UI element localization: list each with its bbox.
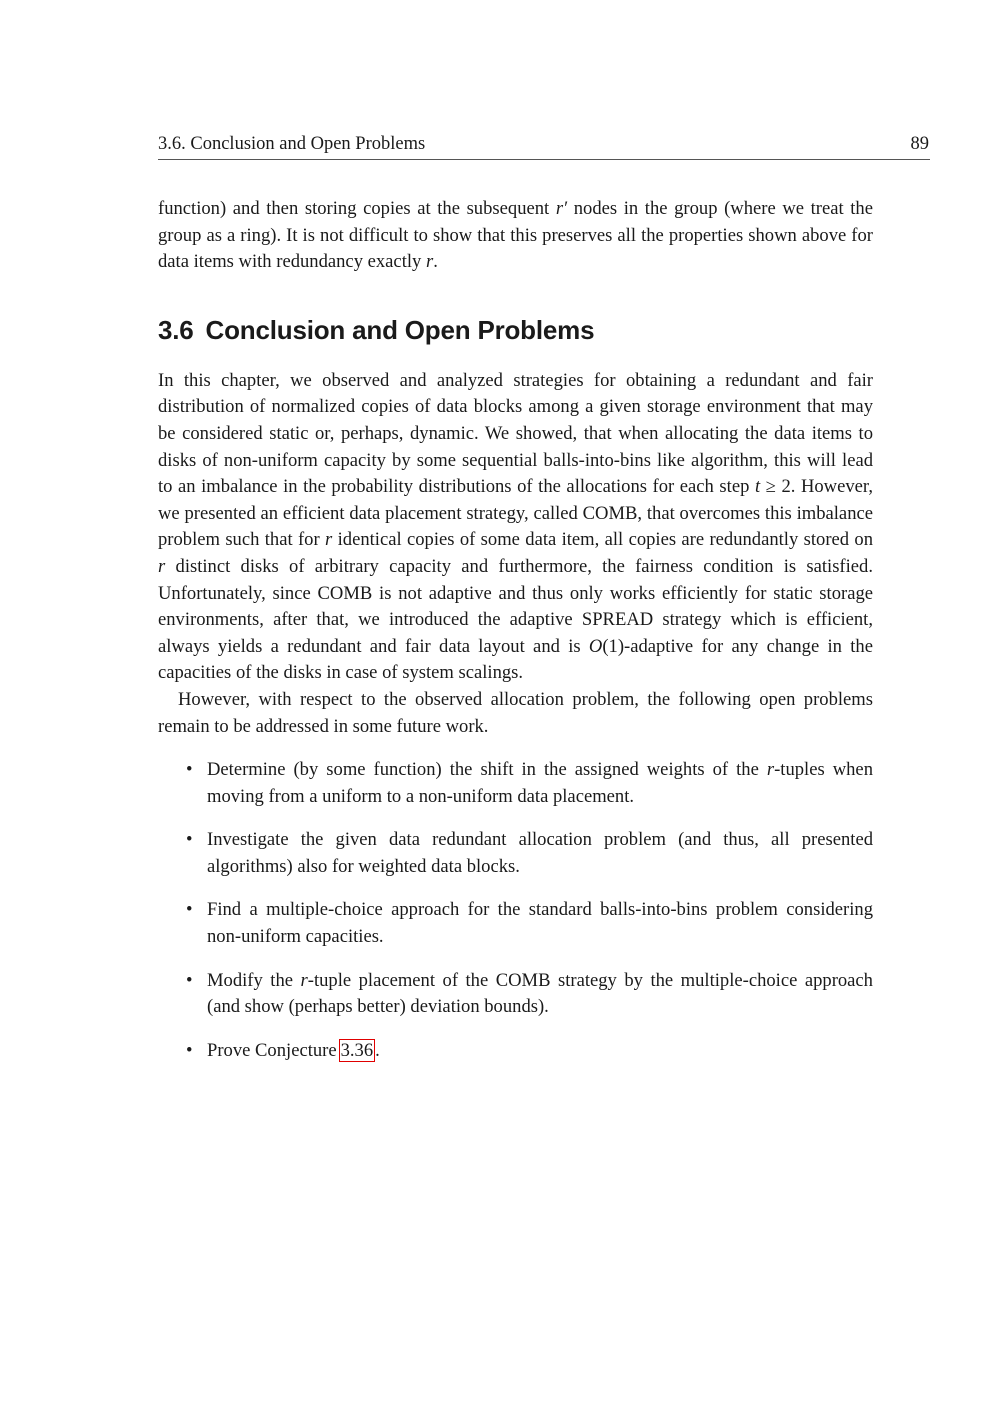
conjecture-reference-link[interactable]: 3.36 (340, 1039, 374, 1061)
running-title: 3.6. Conclusion and Open Problems (158, 134, 426, 154)
open-problems-intro: However, with respect to the observed allocation problem, the following open problems remain to be addressed in some future work. (158, 688, 873, 737)
page-body (158, 196, 873, 1081)
section-title: Conclusion and Open Problems (205, 314, 595, 345)
list-item: • Prove Conjecture 3.36 . (158, 1038, 873, 1065)
bullet-icon: • (186, 899, 193, 921)
list-item: • Find a multiple-choice approach for the standard balls-into-bins problem considering non-uniform capacities. (186, 899, 873, 948)
bullet-icon: • (186, 759, 193, 781)
page-number: 89 (910, 134, 929, 154)
bullet-icon: • (186, 829, 193, 851)
section-number: 3.6 (158, 314, 194, 345)
list-item: • Modify the r-tuple placement of the COMB strategy by the multiple-choice approach (and show (perhaps better) deviation bounds). (186, 969, 873, 1018)
conclusion-paragraph: In this chapter, we observed and analyzed strategies for obtaining a redundant and fair distribution of normalized copies of data blocks among a given storage environment that may be considered static or, perhaps, dynamic. We showed, that when allocating the data items to disks of non-uniform capacity by some sequential balls-into-bins like algorithm, this will lead to an imbalance in the probability distributions of the allocations for each step t ≥ 2. However, we presented an efficient data placement strategy, called COMB, that overcomes this imbalance problem such that for r identical copies of some data item, all copies are redundantly stored on r distinct disks of arbitrary capacity and furthermore, the fairness condition is satisfied. Unfortunately, since COMB is not adaptive and thus only works efficiently for static storage environments, after that, we introduced the adaptive SPREAD strategy which is efficient, always yields a redundant and fair data layout and is O(1)-adaptive for any change in the capacities of the disks in case of system scalings. (158, 369, 874, 684)
bullet-icon: • (186, 969, 193, 991)
section-heading (158, 314, 873, 346)
list-item: • Investigate the given data redundant allocation problem (and thus, all presented algorithms) also for weighted data blocks. (186, 829, 873, 877)
open-problems-list (158, 757, 873, 1064)
list-item: • Determine (by some function) the shift in the assigned weights of the r-tuples when moving from a uniform to a non-uniform data placement. (186, 759, 873, 807)
running-header (158, 132, 930, 160)
bullet-icon: • (186, 1039, 193, 1061)
intro-paragraph: function) and then storing copies at the subsequent r′ nodes in the group (where we treat the group as a ring). It is not difficult to show that this preserves all the properties shown above for data items with redundancy exactly r. (158, 198, 873, 273)
